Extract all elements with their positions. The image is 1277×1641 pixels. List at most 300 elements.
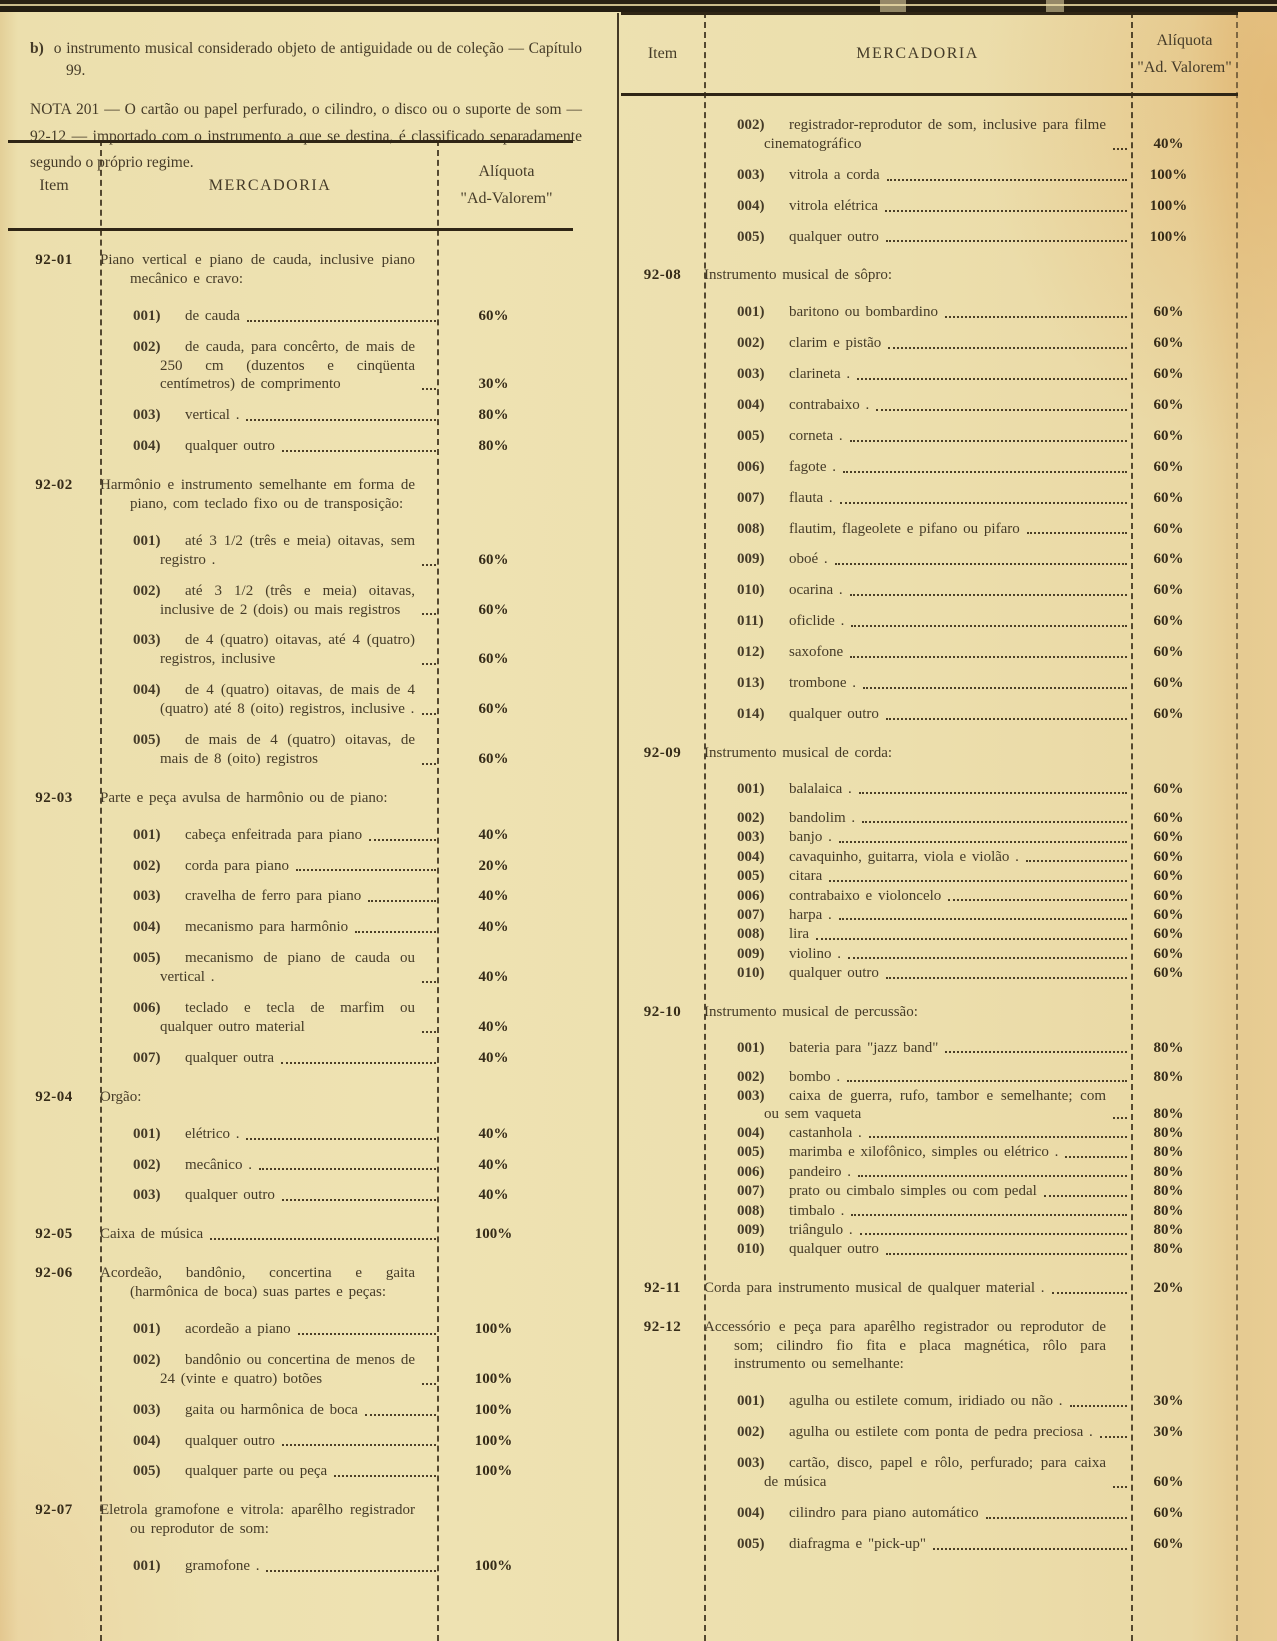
entry-row — [621, 965, 1238, 982]
entry-text: 006) teclado e tecla de marfim ou qualquer outro material — [133, 1000, 415, 1035]
rate-value: 80% — [1153, 1163, 1184, 1180]
dot-leader — [839, 918, 1127, 920]
rate-value: 40% — [478, 1187, 509, 1204]
entry-row — [8, 406, 573, 425]
dot-leader — [281, 1062, 436, 1064]
nota-201: NOTA 201 — O cartão ou papel perfurado, o cilindro, o disco ou o suporte de som — 92-12 — importado com o instrumento a que se destina, é classificado separadamente segundo o próprio regime. — [30, 101, 582, 172]
item-number-spacer — [8, 1125, 100, 1144]
rate-value: 80% — [1153, 1202, 1184, 1219]
entry-text: 004) vitrola elétrica — [737, 197, 879, 214]
item-number-spacer — [621, 1392, 704, 1411]
dot-leader — [1113, 1117, 1127, 1119]
entry-row — [621, 1241, 1238, 1258]
section-title-cell — [704, 266, 1131, 285]
entry-number: 002) — [133, 338, 161, 355]
dot-leader — [862, 821, 1127, 823]
entry-text: 004) castanhola . — [737, 1125, 862, 1142]
section-title-cell — [100, 1264, 440, 1302]
item-number-spacer — [8, 949, 100, 987]
entry-row — [621, 907, 1238, 924]
entry-row — [621, 550, 1238, 569]
rate-value: 80% — [1153, 1183, 1184, 1200]
item-number-spacer — [8, 1432, 100, 1451]
dot-leader — [876, 409, 1127, 411]
dot-leader — [1027, 532, 1127, 534]
entry-text: 001) balalaica . — [737, 780, 852, 797]
rate-value: 80% — [1153, 1241, 1184, 1258]
entry-number: 001) — [133, 1125, 161, 1142]
entry-row — [621, 612, 1238, 631]
entry-text: 001) gramofone . — [133, 1558, 260, 1575]
entry-number: 007) — [737, 489, 765, 506]
entry-cell — [100, 1186, 440, 1205]
entry-cell — [704, 581, 1131, 600]
entry-number: 004) — [133, 1432, 161, 1449]
rate-value: 100% — [474, 1558, 513, 1575]
item-number-spacer — [621, 1504, 704, 1523]
dot-leader — [850, 440, 1127, 442]
entry-cell — [100, 918, 440, 937]
entry-row — [621, 581, 1238, 600]
entry-text: 005) marimba e xilofônico, simples ou elétrico . — [737, 1144, 1059, 1161]
entry-cell — [100, 1049, 440, 1068]
item-number-spacer — [621, 946, 704, 963]
dot-leader — [282, 1444, 436, 1446]
entry-text: 005) citara — [737, 868, 823, 885]
rate-value: 40% — [1153, 135, 1184, 152]
tariff-section — [621, 116, 1238, 246]
tariff-section — [621, 1003, 1238, 1259]
item-number-spacer — [8, 1401, 100, 1420]
item-number-spacer — [8, 1156, 100, 1175]
rate-value — [440, 251, 573, 289]
item-number: 92-04 — [35, 1088, 73, 1105]
section-row — [621, 744, 1238, 763]
entry-row — [621, 303, 1238, 322]
rate-value: 100% — [1149, 166, 1188, 183]
entry-text: 002) registrador-reprodutor de som, inclusive para filme cinematográfico — [737, 117, 1106, 152]
item-number-spacer — [8, 406, 100, 425]
entry-row — [8, 1351, 573, 1389]
section-row — [621, 1318, 1238, 1375]
dot-leader — [850, 656, 1127, 658]
item-number-spacer — [621, 581, 704, 600]
item-number-spacer — [621, 810, 704, 827]
entry-row — [621, 396, 1238, 415]
dot-leader — [368, 900, 436, 902]
entry-row — [621, 1125, 1238, 1142]
rate-value: 60% — [1153, 366, 1184, 383]
rate-value: 20% — [1153, 1279, 1184, 1296]
entry-text: 010) qualquer outro — [737, 1241, 879, 1258]
entry-row — [621, 810, 1238, 827]
clause-b-label: b) — [30, 39, 44, 57]
dot-leader — [422, 564, 436, 566]
item-number-spacer — [621, 926, 704, 943]
entry-text: 008) flautim, flageolete e pifano ou pifaro — [737, 520, 1020, 537]
rate-value: 40% — [478, 888, 509, 905]
entry-number: 005) — [737, 427, 765, 444]
left-header-aliquota — [440, 143, 573, 228]
rate-value: 80% — [1153, 1125, 1184, 1142]
entry-cell — [100, 631, 440, 669]
entry-number: 009) — [737, 1222, 765, 1239]
rate-value: 60% — [1153, 965, 1184, 982]
entry-cell — [704, 550, 1131, 569]
entry-text: 005) qualquer parte ou peça — [133, 1463, 328, 1480]
entry-cell — [704, 365, 1131, 384]
item-number-spacer — [621, 907, 704, 924]
section-title: Accessório e peça para aparêlho registrador ou reprodutor de som; cilindro fio fita e placa magnética, rôlo para instrumento ou semelhante: — [704, 1318, 1106, 1373]
dot-leader — [1070, 1405, 1127, 1407]
dot-leader — [247, 320, 436, 322]
entry-text: 010) ocarina . — [737, 582, 843, 599]
entry-number: 008) — [737, 926, 765, 943]
item-number-spacer — [8, 681, 100, 719]
item-number-spacer — [621, 965, 704, 982]
entry-cell — [100, 999, 440, 1037]
rate-value: 100% — [474, 1401, 513, 1418]
dot-leader — [422, 663, 436, 665]
entry-row — [8, 307, 573, 326]
section-row — [8, 1088, 573, 1107]
rate-value: 40% — [478, 826, 509, 843]
dot-leader — [355, 931, 436, 933]
entry-number: 001) — [133, 1558, 161, 1575]
entry-row — [621, 674, 1238, 693]
entry-number: 008) — [737, 1202, 765, 1219]
entry-row — [621, 458, 1238, 477]
entry-number: 003) — [133, 1187, 161, 1204]
item-number-spacer — [621, 612, 704, 631]
entry-cell — [704, 612, 1131, 631]
entry-row — [8, 1401, 573, 1420]
section-title: Harmônio e instrumento semelhante em forma de piano, com teclado fixo ou de transposição: — [100, 477, 415, 513]
tariff-section — [621, 1279, 1238, 1298]
rate-value — [1131, 1318, 1238, 1375]
right-header-mercadoria: MERCADORIA — [856, 45, 979, 62]
dot-leader — [1113, 1486, 1127, 1488]
rate-value: 80% — [1153, 1105, 1184, 1122]
tariff-section — [8, 1088, 573, 1206]
entry-text: 002) corda para piano — [133, 857, 289, 874]
rate-value: 60% — [1153, 458, 1184, 475]
item-number: 92-08 — [643, 267, 682, 284]
entry-row — [621, 781, 1238, 798]
entry-text: 011) oficlide . — [737, 613, 845, 630]
entry-text: 009) violino . — [737, 945, 842, 962]
dot-leader — [945, 1051, 1127, 1053]
item-number-spacer — [621, 1069, 704, 1086]
item-number: 92-10 — [643, 1003, 682, 1020]
dot-leader — [945, 316, 1127, 318]
entry-text: 004) cavaquinho, guitarra, viola e violão . — [737, 848, 1019, 865]
entry-cell — [100, 1432, 440, 1451]
entry-cell — [704, 849, 1131, 866]
entry-row — [621, 1069, 1238, 1086]
entry-number: 003) — [737, 1455, 765, 1472]
item-number-spacer — [621, 1203, 704, 1220]
rate-value: 60% — [1153, 397, 1184, 414]
entry-number: 010) — [737, 965, 765, 982]
item-number-spacer — [8, 437, 100, 456]
tariff-section — [8, 1225, 573, 1244]
entry-cell — [100, 338, 440, 395]
rate-value: 60% — [1153, 613, 1184, 630]
entry-number: 009) — [737, 551, 765, 568]
entry-row — [8, 918, 573, 937]
item-number-spacer — [621, 303, 704, 322]
item-number-spacer — [621, 458, 704, 477]
entry-cell — [100, 406, 440, 425]
item-number: 92-05 — [35, 1226, 73, 1243]
tariff-section — [621, 266, 1238, 723]
entry-row — [621, 365, 1238, 384]
section-title: Instrumento musical de corda: — [704, 744, 893, 761]
entry-number: 002) — [133, 1351, 161, 1368]
item-number-spacer — [621, 116, 704, 154]
entry-row — [8, 1186, 573, 1205]
rate-value: 60% — [1153, 926, 1184, 943]
dot-leader — [839, 841, 1127, 843]
entry-text: 001) acordeão a piano — [133, 1320, 291, 1337]
entry-row — [621, 1504, 1238, 1523]
rate-value — [1131, 266, 1238, 285]
entry-cell — [704, 1040, 1131, 1057]
entry-number: 010) — [737, 1241, 765, 1258]
right-table-header — [621, 12, 1238, 96]
entry-row — [8, 731, 573, 769]
section-title: Parte e peça avulsa de harmônio ou de piano: — [100, 789, 388, 806]
section-title-cell — [100, 251, 440, 289]
entry-row — [8, 999, 573, 1037]
entry-number: 004) — [133, 919, 161, 936]
rate-value — [440, 789, 573, 808]
item-number-spacer — [621, 550, 704, 569]
item-number-spacer — [621, 1222, 704, 1239]
item-number-spacer — [621, 166, 704, 185]
entry-row — [621, 197, 1238, 216]
left-header-aliquota-line2: "Ad-Valorem" — [460, 190, 553, 207]
dot-leader — [422, 388, 436, 390]
entry-number: 014) — [737, 705, 765, 722]
rate-value — [440, 476, 573, 514]
entry-cell — [704, 427, 1131, 446]
dot-leader — [1065, 1156, 1127, 1158]
dot-leader — [266, 1570, 436, 1572]
entry-row — [8, 437, 573, 456]
entry-number: 005) — [737, 1535, 765, 1552]
entry-number: 005) — [737, 868, 765, 885]
section-row — [8, 1501, 573, 1539]
dot-leader — [1052, 1292, 1127, 1294]
entry-row — [8, 1320, 573, 1339]
entry-cell — [704, 888, 1131, 905]
item-number-spacer — [621, 1183, 704, 1200]
entry-text: 005) corneta . — [737, 427, 843, 444]
entry-text: 007) prato ou cimbalo simples ou com pedal — [737, 1183, 1037, 1200]
dot-leader — [422, 1383, 436, 1385]
entry-text: 003) vertical . — [133, 407, 240, 424]
entry-cell — [100, 532, 440, 570]
entry-number: 003) — [133, 1401, 161, 1418]
tariff-section — [621, 1318, 1238, 1554]
rate-value: 60% — [478, 750, 509, 767]
entry-cell — [704, 116, 1131, 154]
rate-value: 60% — [478, 651, 509, 668]
rate-value: 100% — [474, 1226, 513, 1243]
section-title-cell — [100, 1501, 440, 1539]
entry-text: 007) harpa . — [737, 907, 832, 924]
entry-cell — [704, 166, 1131, 185]
dot-leader — [282, 1199, 436, 1201]
tariff-section — [8, 476, 573, 769]
entry-cell — [100, 826, 440, 845]
tariff-section — [621, 744, 1238, 983]
entry-number: 007) — [737, 1183, 765, 1200]
column-divider — [617, 13, 619, 1641]
entry-text: 001) bateria para "jazz band" — [737, 1039, 939, 1056]
dot-leader — [885, 210, 1127, 212]
dot-leader — [422, 1031, 436, 1033]
dot-leader — [886, 1253, 1127, 1255]
item-number: 92-11 — [644, 1279, 681, 1296]
entry-cell — [704, 1183, 1131, 1200]
rate-value: 60% — [478, 551, 509, 568]
entry-text: 003) caixa de guerra, rufo, tambor e semelhante; com ou sem vaqueta — [737, 1088, 1106, 1122]
entry-number: 012) — [737, 644, 765, 661]
item-number-spacer — [621, 334, 704, 353]
item-number-spacer — [621, 829, 704, 846]
entry-row — [621, 1040, 1238, 1057]
entry-text: 005) qualquer outro — [737, 228, 879, 245]
rate-value: 40% — [478, 1049, 509, 1066]
rate-value: 40% — [478, 1125, 509, 1142]
entry-row — [8, 532, 573, 570]
entry-cell — [704, 228, 1131, 247]
entry-cell — [704, 520, 1131, 539]
entry-cell — [100, 307, 440, 326]
entry-number: 004) — [737, 197, 765, 214]
entry-number: 002) — [737, 335, 765, 352]
entry-row — [621, 166, 1238, 185]
entry-text: 008) lira — [737, 926, 809, 943]
entry-row — [621, 489, 1238, 508]
item-number-spacer — [621, 1535, 704, 1554]
entry-number: 007) — [737, 907, 765, 924]
entry-number: 003) — [737, 366, 765, 383]
entry-number: 005) — [133, 950, 161, 967]
entry-cell — [704, 1454, 1131, 1492]
entry-row — [8, 1125, 573, 1144]
entry-text: 009) triângulo . — [737, 1222, 853, 1239]
entry-cell — [704, 705, 1131, 724]
item-number-spacer — [621, 868, 704, 885]
entry-cell — [704, 674, 1131, 693]
section-title-cell — [100, 476, 440, 514]
rate-value — [1131, 744, 1238, 763]
entry-number: 013) — [737, 675, 765, 692]
dot-leader — [886, 977, 1127, 979]
entry-row — [621, 1088, 1238, 1123]
entry-cell — [100, 1125, 440, 1144]
rate-value: 60% — [1153, 427, 1184, 444]
dot-leader — [948, 899, 1127, 901]
entry-cell — [704, 1069, 1131, 1086]
rate-value: 60% — [478, 601, 509, 618]
dot-leader — [1113, 148, 1127, 150]
section-row — [8, 476, 573, 514]
entry-row — [8, 1049, 573, 1068]
rate-value: 80% — [1153, 1039, 1184, 1056]
entry-row — [621, 643, 1238, 662]
section-title-cell — [704, 744, 1131, 763]
rate-value: 60% — [1153, 810, 1184, 827]
entry-cell — [100, 437, 440, 456]
item-number-spacer — [8, 731, 100, 769]
rate-value: 40% — [478, 1018, 509, 1035]
item-number-spacer — [8, 1186, 100, 1205]
entry-text: 002) bombo . — [737, 1068, 841, 1085]
entry-number: 001) — [737, 1393, 765, 1410]
entry-cell — [704, 643, 1131, 662]
section-row — [621, 1279, 1238, 1298]
entry-text: 004) de 4 (quatro) oitavas, de mais de 4 (quatro) até 8 (oito) registros, inclusive . — [133, 682, 415, 718]
item-number-spacer — [621, 228, 704, 247]
item-number-spacer — [621, 888, 704, 905]
entry-cell — [704, 926, 1131, 943]
dot-leader — [210, 1238, 436, 1240]
item-number: 92-03 — [35, 789, 73, 806]
entry-text: 001) até 3 1/2 (três e meia) oitavas, sem registro . — [133, 532, 415, 568]
entry-number: 001) — [133, 307, 161, 324]
entry-cell — [704, 829, 1131, 846]
entry-cell — [704, 1423, 1131, 1442]
entry-text: 003) de 4 (quatro) oitavas, até 4 (quatro) registros, inclusive — [133, 632, 415, 668]
item-number-spacer — [621, 489, 704, 508]
item-number-spacer — [8, 338, 100, 395]
left-table-header — [8, 140, 573, 231]
dot-leader — [847, 1080, 1127, 1082]
entry-number: 003) — [737, 166, 765, 183]
item-number-spacer — [621, 1241, 704, 1258]
rate-value: 60% — [1153, 705, 1184, 722]
dot-leader — [848, 957, 1127, 959]
item-number: 92-06 — [35, 1265, 73, 1282]
entry-row — [8, 857, 573, 876]
item-number: 92-12 — [643, 1318, 682, 1335]
right-header-item: Item — [647, 45, 678, 62]
entry-number: 002) — [133, 857, 161, 874]
right-table-body — [621, 116, 1238, 1554]
entry-text: 006) pandeiro . — [737, 1163, 851, 1180]
dot-leader — [296, 869, 436, 871]
entry-text: 001) cabeça enfeitrada para piano — [133, 826, 363, 843]
rate-value: 100% — [474, 1432, 513, 1449]
entry-number: 005) — [737, 1144, 765, 1161]
entry-text: 002) mecânico . — [133, 1156, 252, 1173]
item-number-spacer — [8, 532, 100, 570]
item-number-spacer — [8, 1557, 100, 1576]
entry-text: 009) oboé . — [737, 551, 828, 568]
entry-row — [621, 888, 1238, 905]
entry-cell — [704, 781, 1131, 798]
dot-leader — [857, 378, 1127, 380]
entry-cell — [100, 1351, 440, 1389]
entry-number: 009) — [737, 945, 765, 962]
entry-text: 003) clarineta . — [737, 366, 851, 383]
rate-value: 40% — [478, 969, 509, 986]
